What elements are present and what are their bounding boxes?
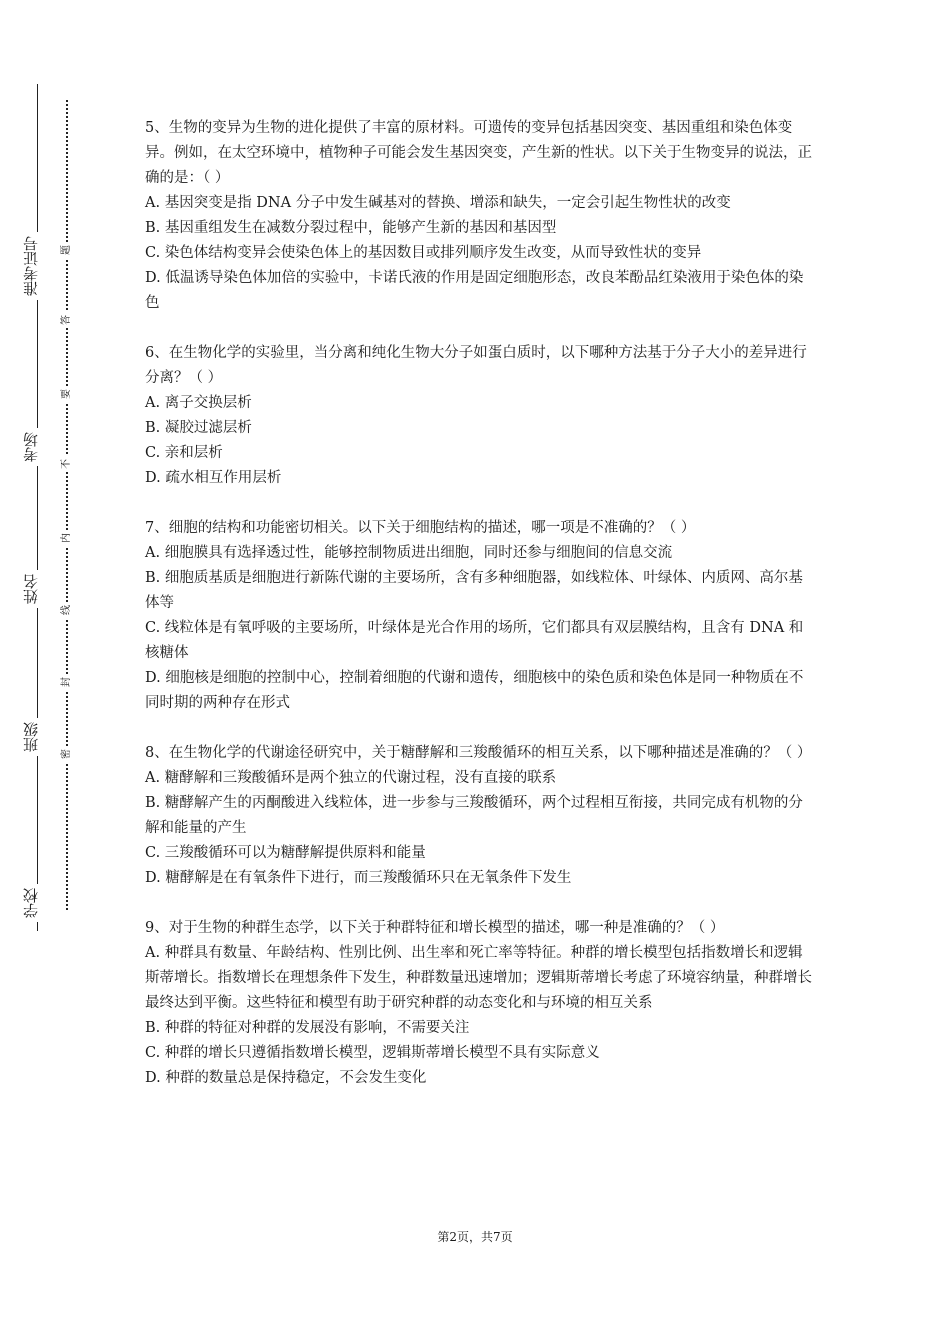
option-c: C. 染色体结构变异会使染色体上的基因数目或排列顺序发生改变，从而导致性状的变异	[145, 245, 702, 261]
seal-char: 要	[61, 386, 73, 402]
question-stem: 8、在生物化学的代谢途径研究中，关于糖酵解和三羧酸循环的相互关系，以下哪种描述是准确的？（ ）	[145, 745, 812, 761]
question-5	[145, 116, 813, 316]
option-b: B. 种群的特征对种群的发展没有影响，不需要关注	[145, 1020, 470, 1036]
option-b: B. 糖酵解产生的丙酮酸进入线粒体，进一步参与三羧酸循环，两个过程相互衔接，共同完成有机物的分解和能量的产生	[145, 795, 803, 836]
field-school-label: 学校	[24, 884, 50, 922]
question-7	[145, 516, 813, 716]
option-d: D. 疏水相互作用层析	[145, 470, 282, 486]
option-c: C. 种群的增长只遵循指数增长模型，逻辑斯蒂增长模型不具有实际意义	[145, 1045, 600, 1061]
option-a: A. 糖酵解和三羧酸循环是两个独立的代谢过程，没有直接的联系	[145, 770, 557, 786]
field-name-label: 姓名	[24, 570, 50, 608]
binding-solid-line	[37, 84, 38, 931]
option-a: A. 种群具有数量、年龄结构、性别比例、出生率和死亡率等特征。种群的增长模型包括指数增长和逻辑斯蒂增长。指数增长在理想条件下发生，种群数量迅速增加；逻辑斯蒂增长考虑了环境容纳量，种群增长最终达到平衡。这些特征和模型有助于研究种群的动态变化和与环境的相互关系	[145, 945, 812, 1011]
field-exam-room-label: 考场	[24, 428, 50, 466]
question-list	[145, 116, 813, 1116]
seal-char: 线	[61, 602, 73, 618]
question-stem: 5、生物的变异为生物的进化提供了丰富的原材料。可遗传的变异包括基因突变、基因重组和染色体变异。例如，在太空环境中，植物种子可能会发生基因突变，产生新的性状。以下关于生物变异的说法，正确的是：（ ）	[145, 120, 812, 186]
option-d: D. 细胞核是细胞的控制中心，控制着细胞的代谢和遗传，细胞核中的染色质和染色体是同一种物质在不同时期的两种存在形式	[145, 670, 804, 711]
option-b: B. 基因重组发生在减数分裂过程中，能够产生新的基因和基因型	[145, 220, 557, 236]
question-stem: 7、细胞的结构和功能密切相关。以下关于细胞结构的描述，哪一项是不准确的？（ ）	[145, 520, 696, 536]
question-6	[145, 341, 813, 491]
field-class-label: 班级	[24, 718, 50, 756]
option-a: A. 细胞膜具有选择透过性，能够控制物质进出细胞，同时还参与细胞间的信息交流	[145, 545, 673, 561]
page-footer: 第2页，共7页	[437, 1230, 513, 1244]
question-stem: 9、对于生物的种群生态学，以下关于种群特征和增长模型的描述，哪一种是准确的？（ ）	[145, 920, 725, 936]
option-d: D. 低温诱导染色体加倍的实验中，卡诺氏液的作用是固定细胞形态，改良苯酚品红染液用于染色体的染色	[145, 270, 804, 311]
question-8	[145, 741, 813, 891]
option-c: C. 三羧酸循环可以为糖酵解提供原料和能量	[145, 845, 426, 861]
question-stem: 6、在生物化学的实验里，当分离和纯化生物大分子如蛋白质时，以下哪种方法基于分子大小的差异进行分离？（ ）	[145, 345, 807, 386]
option-d: D. 种群的数量总是保持稳定，不会发生变化	[145, 1070, 427, 1086]
option-a: A. 离子交换层析	[145, 395, 252, 411]
option-c: C. 亲和层析	[145, 445, 223, 461]
field-exam-id-label: 准考证号	[24, 232, 50, 300]
binding-dotted-line	[66, 100, 68, 910]
option-d: D. 糖酵解是在有氧条件下进行，而三羧酸循环只在无氧条件下发生	[145, 870, 572, 886]
seal-char: 密	[61, 746, 73, 762]
question-9	[145, 916, 813, 1091]
seal-char: 封	[61, 674, 73, 690]
option-b: B. 凝胶过滤层析	[145, 420, 252, 436]
option-b: B. 细胞质基质是细胞进行新陈代谢的主要场所，含有多种细胞器，如线粒体、叶绿体、内质网、高尔基体等	[145, 570, 803, 611]
seal-char: 答	[61, 312, 73, 328]
seal-char: 不	[61, 456, 73, 472]
option-a: A. 基因突变是指 DNA 分子中发生碱基对的替换、增添和缺失，一定会引起生物性状的改变	[145, 195, 731, 211]
seal-char: 题	[61, 242, 73, 258]
option-c: C. 线粒体是有氧呼吸的主要场所，叶绿体是光合作用的场所，它们都具有双层膜结构，且含有 DNA 和核糖体	[145, 620, 804, 661]
binding-margin	[0, 0, 110, 1344]
seal-char: 内	[61, 530, 73, 546]
